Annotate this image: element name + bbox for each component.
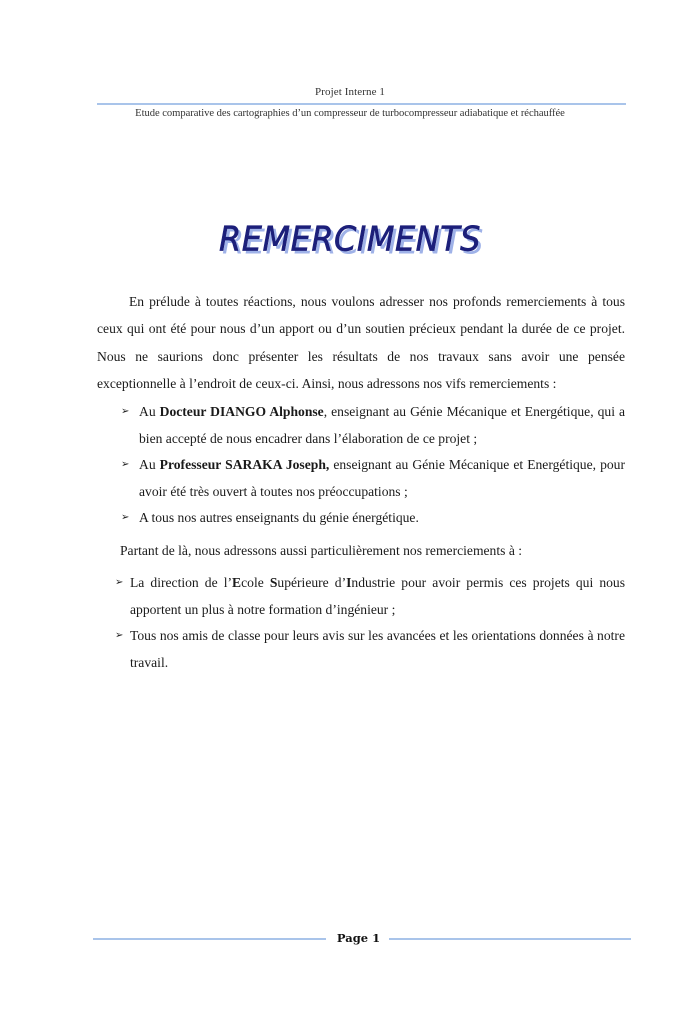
arrowhead-right-icon: ➢ (115, 577, 124, 588)
page-header-subtitle: Etude comparative des cartographies d’un compresseur de turbocompresseur adiabatique et réchauffée (135, 108, 565, 119)
acknowledgement-list-institutions (115, 570, 625, 676)
list-item-name: Docteur DIANGO Alphonse (159, 404, 324, 419)
list-item-name: Professeur SARAKA Joseph, (159, 457, 330, 472)
list-item-text: cole (241, 575, 270, 590)
list-item (115, 570, 625, 623)
list-item-text: A tous nos autres enseignants du génie énergétique. (139, 510, 419, 525)
list-item-text: upérieure d’ (277, 575, 347, 590)
page-number: Page 1 (336, 931, 381, 945)
list-item (121, 505, 625, 532)
arrowhead-right-icon: ➢ (121, 406, 130, 417)
list-item-prefix: Au (139, 457, 160, 472)
transition-paragraph: Partant de là, nous adressons aussi particulièrement nos remerciements à : (120, 543, 523, 558)
list-item-text: enseignant au Génie Mécanique et Energétique, pour avoir été très ouvert à toutes nos préoccupations ; (139, 457, 626, 499)
arrowhead-right-icon: ➢ (121, 512, 130, 523)
list-item (121, 399, 625, 452)
list-item-text: , enseignant au Génie Mécanique et Energétique, qui a bien accepté de nous encadrer dans l’élaboration de ce projet ; (139, 404, 626, 446)
acknowledgement-list-teachers (121, 399, 625, 532)
footer-divider-left (93, 938, 326, 940)
footer-divider-right (389, 938, 631, 940)
header-divider (97, 103, 626, 105)
list-item-text: ndustrie pour avoir permis ces projets qui nous apportent un plus à notre formation d’ingénieur ; (130, 575, 626, 617)
arrowhead-right-icon: ➢ (115, 630, 124, 641)
list-item (121, 452, 625, 505)
list-item-prefix: Au (139, 404, 160, 419)
initial-letter: E (232, 575, 242, 590)
arrowhead-right-icon: ➢ (121, 459, 130, 470)
initial-letter: I (346, 575, 352, 590)
page-header-title: Projet Interne 1 (314, 86, 386, 98)
initial-letter: S (269, 575, 278, 590)
list-item (115, 623, 625, 676)
intro-paragraph: En prélude à toutes réactions, nous voulons adresser nos profonds remerciements à tous ceux qui ont été pour nous d’un apport ou d’un soutien précieux pendant la durée de ce projet. Nous ne saurions donc présenter les résultats de nos travaux sans avoir une pensée exceptionnelle à l’endroit de ceux-ci. Ainsi, nous adressons nos vifs remerciements : (97, 294, 625, 391)
section-heading: REMERCIMENTS (219, 219, 481, 259)
list-item-text: La direction de l’ (130, 575, 233, 590)
list-item-text: Tous nos amis de classe pour leurs avis sur les avancées et les orientations données à notre travail. (130, 628, 625, 670)
